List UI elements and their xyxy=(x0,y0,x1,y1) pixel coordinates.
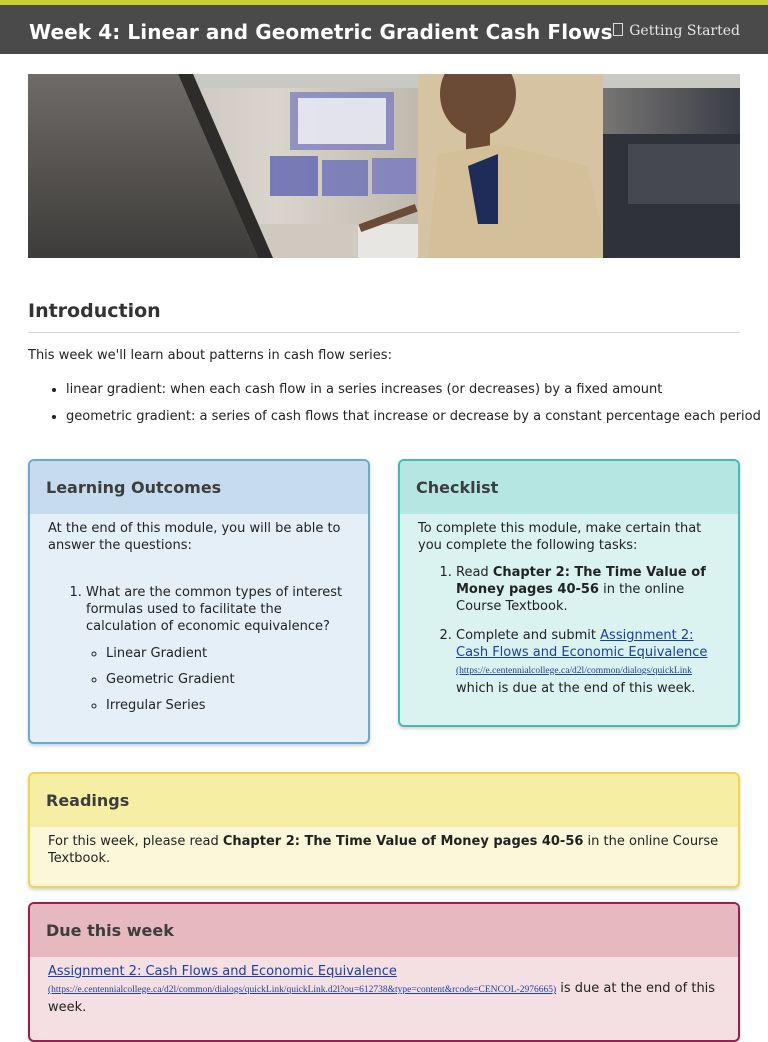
learning-outcomes-card xyxy=(28,459,370,744)
assignment-url[interactable]: (https://e.centennialcollege.ca/d2l/common/dialogs/quickLink xyxy=(456,666,692,676)
getting-started-label: Getting Started xyxy=(629,23,740,39)
learning-outcomes-lead: At the end of this module, you will be able to answer the questions: xyxy=(48,521,341,553)
readings-card xyxy=(28,772,740,888)
question-list xyxy=(48,584,350,719)
task-text: Read xyxy=(456,565,493,580)
checklist-card xyxy=(398,459,740,727)
task-text: which is due at the end of this week. xyxy=(456,681,696,696)
checklist-title: Checklist xyxy=(400,461,738,514)
readings-text: For this week, please read xyxy=(48,834,223,849)
list-item: ◦ Irregular Series xyxy=(106,693,350,719)
task-list xyxy=(418,564,720,697)
textbook-reference: Chapter 2: The Time Value of Money pages 40-56 xyxy=(456,565,706,597)
due-this-week-card xyxy=(28,902,740,1042)
intro-bullet-list xyxy=(46,376,761,430)
missing-glyph-icon xyxy=(613,23,623,36)
textbook-reference: Chapter 2: The Time Value of Money pages 40-56 xyxy=(222,834,584,849)
task-text: Complete and submit xyxy=(456,628,601,643)
hero-image xyxy=(28,74,740,258)
due-text: is due at the end of this week. xyxy=(48,981,716,1015)
getting-started-link[interactable] xyxy=(613,23,740,39)
question-text: What are the common types of interest formulas used to facilitate the calculation of economic equivalence? xyxy=(86,585,343,634)
assignment-url[interactable]: (https://e.centennialcollege.ca/d2l/common/dialogs/quickLink/quickLink.d2l?ou=612738&type=content&rcode=CENCOL-2976665) xyxy=(48,985,557,995)
divider xyxy=(28,332,740,333)
page-header xyxy=(0,0,768,54)
task-text: in the online Course Textbook. xyxy=(456,582,685,614)
list-item xyxy=(456,627,720,697)
intro-text: This week we'll learn about patterns in cash flow series: xyxy=(28,348,392,363)
assignment-link[interactable]: Assignment 2: Cash Flows and Economic Equivalence xyxy=(456,628,708,660)
list-item: ◦ Geometric Gradient xyxy=(106,667,350,693)
list-item: ◦ Linear Gradient xyxy=(106,641,350,667)
list-item: • geometric gradient: a series of cash flows that increase or decrease by a constant percentage each period xyxy=(66,403,761,430)
introduction-heading: Introduction xyxy=(28,300,161,322)
due-this-week-title: Due this week xyxy=(30,904,738,957)
readings-title: Readings xyxy=(30,774,738,827)
page-title: Week 4: Linear and Geometric Gradient Cash Flows xyxy=(29,20,613,44)
list-item xyxy=(456,564,720,615)
sub-list xyxy=(86,641,350,719)
list-item: • linear gradient: when each cash flow in a series increases (or decreases) by a fixed amount xyxy=(66,376,761,403)
list-item xyxy=(86,584,350,719)
readings-text: in the online Course Textbook. xyxy=(48,834,719,866)
assignment-link[interactable]: Assignment 2: Cash Flows and Economic Equivalence xyxy=(48,964,397,979)
checklist-lead: To complete this module, make certain that you complete the following tasks: xyxy=(418,521,702,553)
learning-outcomes-title: Learning Outcomes xyxy=(30,461,368,514)
